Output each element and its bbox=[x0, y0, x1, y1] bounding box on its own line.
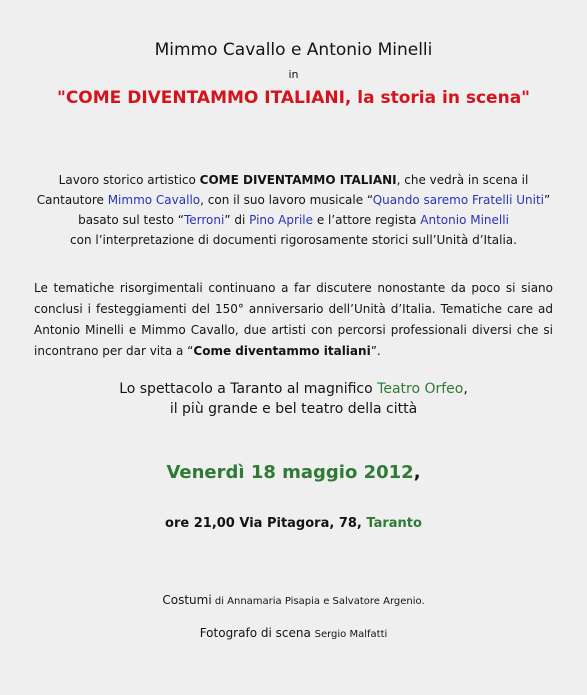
venue-text: , bbox=[463, 381, 468, 397]
venue-line-1 bbox=[0, 381, 587, 397]
photographer-name: Sergio Malfatti bbox=[314, 629, 388, 640]
in-word: in bbox=[288, 68, 299, 81]
intro-text: Lavoro storico artistico bbox=[58, 173, 200, 187]
costumes-credit bbox=[0, 593, 587, 607]
city-name: Taranto bbox=[366, 516, 422, 531]
intro-text: ” di bbox=[224, 213, 250, 227]
costumes-of: di bbox=[211, 596, 228, 607]
paragraph-line-2: conclusi i festeggiamenti del 150° anniversario dell’Unità d’Italia. Tematiche care ad bbox=[34, 302, 553, 316]
director-name: Antonio Minelli bbox=[420, 213, 509, 227]
photographer-credit bbox=[0, 626, 587, 640]
artists-heading: Mimmo Cavallo e Antonio Minelli bbox=[154, 40, 433, 60]
paragraph-line-1: Le tematiche risorgimentali continuano a far discutere nonostante da poco si siano bbox=[34, 281, 553, 295]
paragraph-text: ”. bbox=[370, 344, 381, 358]
paragraph-line-3: Antonio Minelli e Mimmo Cavallo, due artisti con percorsi professionali diversi che si bbox=[34, 323, 553, 337]
intro-line-4: con l’interpretazione di documenti rigorosamente storici sull’Unità d’Italia. bbox=[70, 233, 517, 247]
event-date bbox=[0, 462, 587, 483]
singer-name: Mimmo Cavallo bbox=[107, 193, 201, 207]
intro-show-name: COME DIVENTAMMO ITALIANI bbox=[199, 173, 397, 187]
intro-text: , con il suo lavoro musicale “ bbox=[200, 193, 373, 207]
author-name: Pino Aprile bbox=[249, 213, 313, 227]
time-address-text: ore 21,00 Via Pitagora, 78, bbox=[165, 516, 367, 531]
venue-text: Lo spettacolo a Taranto al magnifico bbox=[119, 381, 378, 397]
musical-work: Quando saremo Fratelli Uniti bbox=[372, 193, 544, 207]
paragraph-show-name: Come diventammo italiani bbox=[193, 344, 371, 358]
costumes-names: Annamaria Pisapia e Salvatore Argenio. bbox=[227, 596, 425, 607]
theater-name: Teatro Orfeo bbox=[377, 381, 464, 397]
event-time-address bbox=[0, 516, 587, 531]
paragraph-line-4 bbox=[34, 341, 553, 363]
date-text: Venerdì 18 maggio 2012 bbox=[166, 462, 414, 483]
intro-text: ” bbox=[544, 193, 551, 207]
photographer-label: Fotografo di scena bbox=[199, 626, 315, 640]
intro-text: Cantautore bbox=[36, 193, 108, 207]
intro-text: , che vedrà in scena il bbox=[396, 173, 529, 187]
paragraph-text: incontrano per dar vita a “ bbox=[34, 344, 194, 358]
intro-text: basato sul testo “ bbox=[78, 213, 184, 227]
intro-line-3 bbox=[0, 213, 587, 227]
intro-line-1 bbox=[0, 173, 587, 187]
intro-line-2 bbox=[0, 193, 587, 207]
costumes-label: Costumi bbox=[162, 593, 212, 607]
show-title: "COME DIVENTAMMO ITALIANI, la storia in scena" bbox=[56, 88, 531, 108]
venue-line-2: il più grande e bel teatro della città bbox=[169, 401, 418, 417]
date-comma: , bbox=[413, 462, 421, 483]
book-title: Terroni bbox=[183, 213, 225, 227]
intro-text: e l’attore regista bbox=[313, 213, 421, 227]
